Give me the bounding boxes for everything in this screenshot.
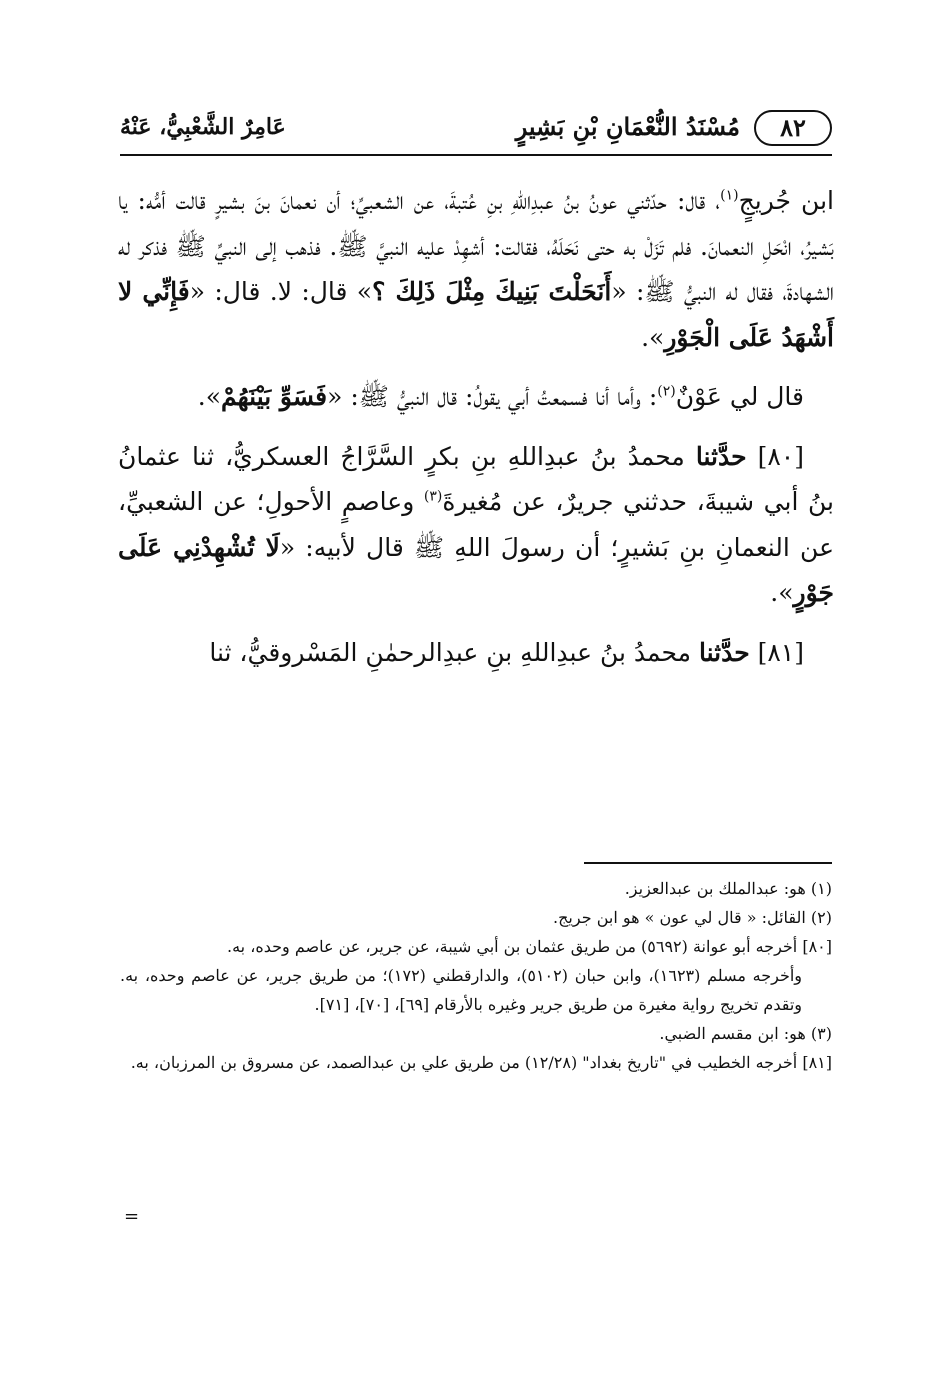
isnad-lead: حدَّثنا xyxy=(695,441,747,471)
hadith-text: لَا تُشْهِدْنِي عَلَى جَوْرٍ xyxy=(118,532,834,607)
text: ». xyxy=(641,322,665,352)
text: وعاصمٍ الأحولِ؛ عن الشعبيِّ، عن النعمانِ بنِ بَشيرٍ؛ أن رسولَ اللهِ ﷺ قال لأبيه: « xyxy=(118,487,834,562)
isnad-lead: حدَّثنا xyxy=(698,637,750,667)
hadith-80 xyxy=(118,434,834,616)
text: ». xyxy=(770,578,794,607)
text: ابن جُريجٍ xyxy=(738,186,834,215)
footnote-3: (٣) هو: ابن مقسم الضبي. xyxy=(659,1024,832,1043)
footnote-ref-1: (١) xyxy=(720,187,739,204)
footnote-ref-2: (٢) xyxy=(657,383,676,400)
page-number: ٨٢ xyxy=(754,110,832,146)
hadith-text: فَإِنِّي لا أَشْهَدُ عَلَى الْجَوْرِ xyxy=(118,277,834,352)
hadith-81 xyxy=(118,630,834,676)
text: ». xyxy=(197,382,222,411)
book-title: مُسْنَدُ النُّعْمَانِ بْنِ بَشِيرٍ xyxy=(515,112,740,141)
main-text xyxy=(118,178,834,675)
hadith-number: [٨٠] xyxy=(757,441,804,471)
footnote-2: (٢) القائل: « قال لي عون » هو ابن جريج. xyxy=(553,908,832,927)
footnote-1: (١) هو: عبدالملك بن عبدالعزيز. xyxy=(624,879,832,898)
hadith-text: فَسَوِّ بَيْنَهُمْ xyxy=(221,382,328,411)
page-header xyxy=(120,100,832,156)
footnote-80-continued: وأخرجه مسلم (١٦٢٣)، وابن حبان (٥١٠٢)، والدارقطني (١٧٢)؛ من طريق جرير، عن عاصم وحده، به. وتقدم تخريج رواية مغيرة من طريق جرير وغيره بالأرقام [٦٩]، [٧٠]، [٧١]. xyxy=(120,966,803,1014)
hadith-text: أَنَحَلْتَ بَنِيكَ مِثْلَ ذَلِكَ ؟ xyxy=(372,277,612,306)
text: ، قال: حدّثني عونُ بنُ عبدِاللهِ بنِ عُتبةَ، عن الشعبيِّ؛ أن نعمانَ بنَ بشيرٍ قالت أمُّه: يا بَشيرُ، انْحَلِ النعمانَ. فلم تَزَلْ به حتى نَحَلَهُ، فقالت: أشهِدْ عليه النبيَّ ﷺ. فذهب إلى النبيِّ ﷺ فذكر له الشهادةَ، فقال له النبيُّ ﷺ: « xyxy=(118,186,834,306)
text: محمدُ بنُ عبدِاللهِ بنِ عبدِالرحمٰنِ المَسْروقيُّ، ثنا xyxy=(209,637,691,667)
header-rule xyxy=(120,154,832,156)
text: محمدُ بنُ عبدِاللهِ بنِ بكرٍ السَّرَّاجُ العسكريُّ، ثنا عثمانُ بنُ أبي شيبةَ، حدثني جريرٌ، عن مُغيرةَ xyxy=(118,441,834,516)
text: » قال: لا. قال: « xyxy=(189,277,373,306)
paragraph-2 xyxy=(118,374,834,420)
text: : وأما أنا فسمعتُ أبي يقولُ: قال النبيُّ ﷺ: « xyxy=(327,382,658,411)
footnote-80: [٨٠] أخرجه أبو عوانة (٥٦٩٢) من طريق عثمان بن أبي شيبة، عن جرير، عن عاصم وحده، به. xyxy=(227,937,832,956)
footnotes xyxy=(120,874,832,1077)
paragraph-1 xyxy=(118,178,834,360)
continuation-mark: = xyxy=(124,1206,140,1227)
footnote-separator xyxy=(584,862,832,864)
text: قال لي عَوْنٌ xyxy=(675,382,804,411)
footnote-ref-3: (٣) xyxy=(423,488,443,505)
hadith-number: [٨١] xyxy=(757,637,804,667)
footnote-81: [٨١] أخرجه الخطيب في "تاريخ بغداد" (١٢/٢٨) من طريق علي بن عبدالصمد، عن مسروق بن المرزبان، به. xyxy=(130,1053,832,1072)
section-title: عَامِرٌ الشَّعْبِيُّ، عَنْهُ xyxy=(120,114,286,140)
